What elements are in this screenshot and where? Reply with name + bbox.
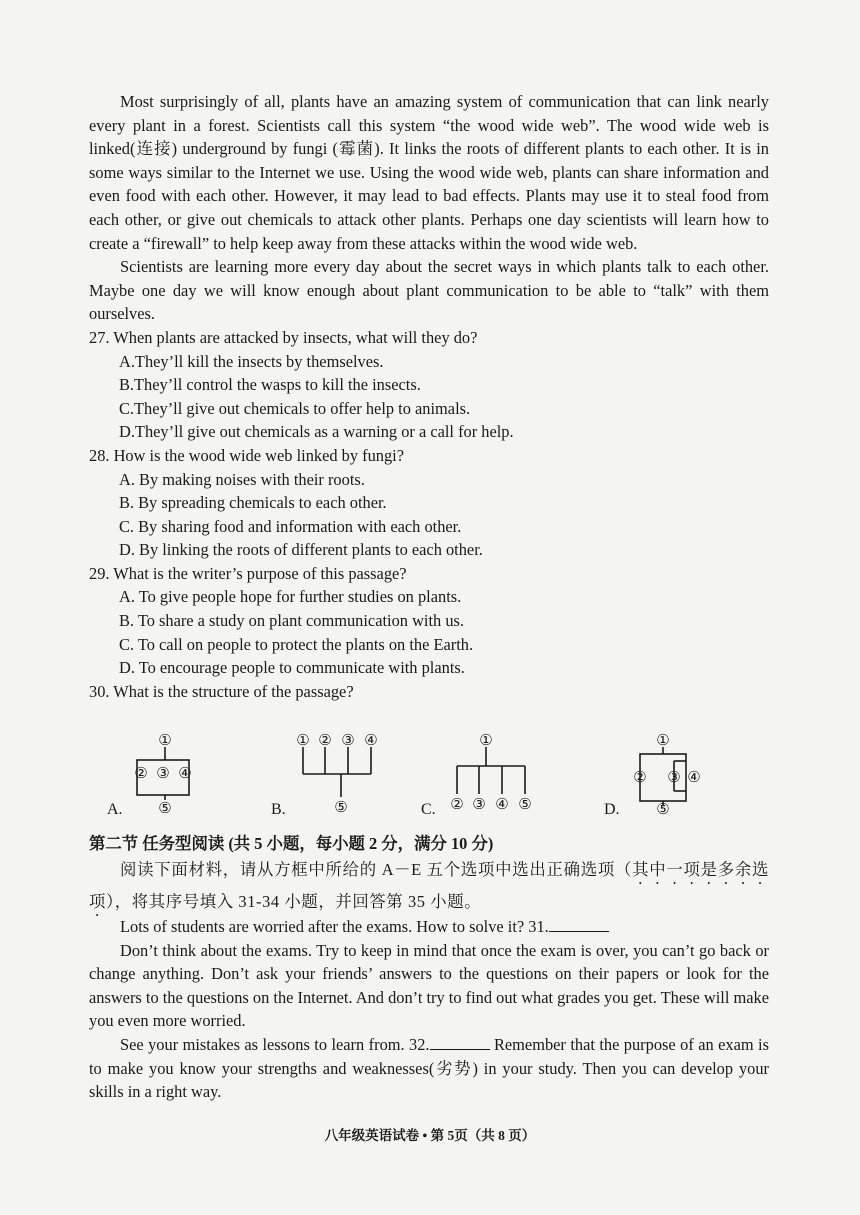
- page-footer: 八年级英语试卷 • 第 5页（共 8 页）: [324, 1128, 536, 1143]
- instructions-text: 阅读下面材料，请从方框中所给的 A－E 五个选项中选出正确选项（: [120, 860, 633, 879]
- option: B.They’ll control the wasps to kill the insects.: [119, 375, 421, 395]
- circled-4: ④: [495, 795, 509, 813]
- structure-diagrams: [89, 728, 769, 824]
- question-stem: 27. When plants are attacked by insects, what will they do?: [89, 327, 478, 347]
- circled-5: ⑤: [334, 798, 348, 816]
- circled-1: ①: [158, 731, 172, 749]
- passage-paragraph-2: Scientists are learning more every day about the secret ways in which plants talk to each other. Maybe one day we will know enough about plant communication to be able to “talk” with them ourselves.: [89, 257, 769, 324]
- option: C. To call on people to protect the plants on the Earth.: [119, 634, 474, 654]
- task-text: Lots of students are worried after the exams. How to solve it? 31.: [120, 917, 549, 936]
- circled-2: ②: [134, 764, 148, 782]
- instructions-emphasis: 其中一项是多余选项: [89, 860, 769, 911]
- option: A.They’ll kill the insects by themselves.: [119, 351, 384, 371]
- task-passage: [89, 915, 769, 1104]
- option: D. By linking the roots of different plants to each other.: [119, 540, 483, 560]
- circled-1: ①: [479, 731, 493, 749]
- task-paragraph-2: Don’t think about the exams. Try to keep in mind that once the exam is over, you can’t go back or change anything. Don’t ask your friends’ answers to the questions on their papers or look for the answers to the questions on the Internet. And don’t try to find out what grades you get. These will make you even more worried.: [89, 940, 769, 1031]
- circled-2: ②: [318, 731, 332, 749]
- circled-4: ④: [687, 768, 701, 786]
- circled-3: ③: [341, 731, 355, 749]
- task-text: See your mistakes as lessons to learn from. 32.: [120, 1034, 430, 1054]
- task-line-31: [89, 915, 769, 939]
- question-30: [89, 680, 769, 704]
- diagram-label-d: D.: [604, 801, 620, 818]
- option: D.They’ll give out chemicals as a warning or a call for help.: [119, 422, 514, 442]
- option: C. By sharing food and information with each other.: [119, 516, 462, 536]
- question-27: [89, 326, 769, 444]
- structure-diagrams-svg: [89, 728, 769, 824]
- task-text: Remember that the purpose of an exam is to make you know your strengths and weaknesses(劣势) in your study. Then you can develop your skills in a right way.: [89, 1034, 769, 1102]
- circled-5: ⑤: [518, 795, 532, 813]
- option: B. To share a study on plant communication with us.: [119, 611, 464, 631]
- circled-3: ③: [472, 795, 486, 813]
- instructions-text: ），将其序号填入 31-34 小题，并回答第 35 小题。: [106, 892, 482, 911]
- circled-1: ①: [296, 731, 310, 749]
- diagram-label-a: A.: [107, 801, 123, 818]
- question-stem: 28. How is the wood wide web linked by fungi?: [89, 445, 405, 465]
- circled-5: ⑤: [158, 799, 172, 817]
- question-stem: 29. What is the writer’s purpose of this passage?: [89, 563, 407, 583]
- option: B. By spreading chemicals to each other.: [119, 493, 387, 513]
- question-28: [89, 444, 769, 562]
- answer-blank-32[interactable]: [430, 1035, 490, 1050]
- task-paragraph-3: [89, 1033, 769, 1104]
- reading-passage: [89, 90, 769, 703]
- circled-3: ③: [156, 764, 170, 782]
- section-instructions: [89, 856, 769, 920]
- section-heading: 第二节 任务型阅读 (共 5 小题，每小题 2 分，满分 10 分): [89, 834, 494, 853]
- circled-4: ④: [364, 731, 378, 749]
- question-29: [89, 562, 769, 680]
- circled-1: ①: [656, 731, 670, 749]
- circled-2: ②: [633, 768, 647, 786]
- diagram-label-b: B.: [271, 801, 286, 818]
- option: A. To give people hope for further studies on plants.: [119, 587, 462, 607]
- circled-2: ②: [450, 795, 464, 813]
- option: D. To encourage people to communicate with plants.: [119, 658, 465, 678]
- option: C.They’ll give out chemicals to offer help to animals.: [119, 398, 471, 418]
- answer-blank-31[interactable]: [549, 917, 609, 932]
- question-stem: 30. What is the structure of the passage?: [89, 681, 354, 701]
- option: A. By making noises with their roots.: [119, 469, 365, 489]
- passage-paragraph-1: Most surprisingly of all, plants have an amazing system of communication that can link nearly every plant in a forest. Scientists call this system “the wood wide web”. The wood wide web is linked(连接) underground by fungi (霉菌). It links the roots of different plants to each other. It is in some ways similar to the Internet we use. Using the wood wide web, plants can share information and even food with each other. However, it may lead to bad effects. Plants may use it to steal food from each other, or give out chemicals to attack other plants. Perhaps one day scientists will learn how to create a “firewall” to help keep away from these attacks within the wood wide web.: [89, 92, 769, 253]
- circled-4: ④: [178, 764, 192, 782]
- circled-3: ③: [667, 768, 681, 786]
- diagram-label-c: C.: [421, 801, 436, 818]
- circled-5: ⑤: [656, 800, 670, 818]
